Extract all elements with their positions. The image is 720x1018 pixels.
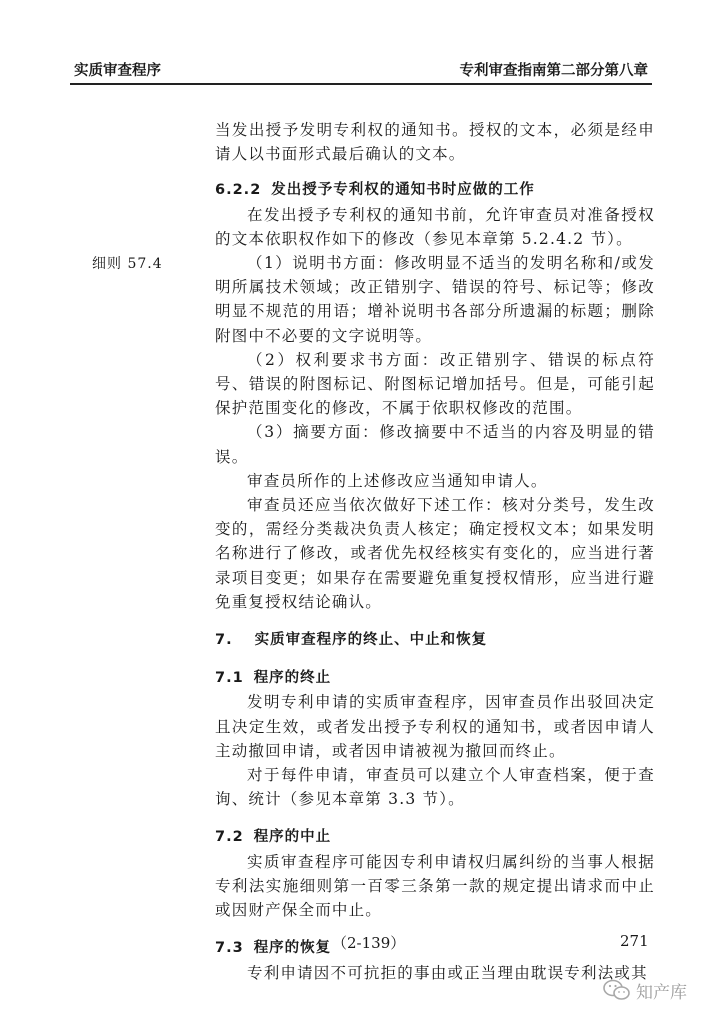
watermark — [602, 974, 712, 1006]
footer-page-number: 271 — [620, 932, 649, 950]
paragraph: 在发出授予专利权的通知书前，允许审查员对准备授权的文本依职权作如下的修改（参见本章第 5.2.4.2 节）。 — [215, 205, 655, 248]
section-number: 7.3 — [215, 940, 244, 957]
section-heading-7-2 — [215, 825, 655, 849]
header-guide-title: 专利审查指南第二部分第八章 — [459, 63, 648, 79]
section-title: 发出授予专利权的通知书时应做的工作 — [271, 182, 535, 199]
wechat-icon — [602, 978, 632, 1002]
section-number: 6.2.2 — [215, 182, 262, 199]
paragraph-item-1: （1）说明书方面：修改明显不适当的发明名称和/或发明所属技术领域；改正错别字、错误的符号、标记等；修改明显不规范的用语；增补说明书各部分所遗漏的标题；删除附图中不必要的文字说明等。 — [215, 254, 655, 345]
running-header — [70, 55, 652, 85]
header-chapter-title: 实质审查程序 — [74, 63, 161, 79]
section-title: 实质审查程序的终止、中止和恢复 — [254, 632, 488, 649]
section-heading-7-1 — [215, 666, 655, 690]
section-title: 程序的中止 — [253, 829, 332, 846]
section-title: 程序的恢复 — [253, 940, 332, 957]
paragraph: 实质审查程序可能因专利申请权归属纠纷的当事人根据专利法实施细则第一百零三条第一款的规定提出请求而中止或因财产保全而中止。 — [215, 852, 655, 920]
paragraph-continued: 当发出授予发明专利权的通知书。授权的文本，必须是经申请人以书面形式最后确认的文本。 — [215, 121, 655, 164]
paragraph: 审查员还应当依次做好下述工作：核对分类号，发生改变的，需经分类裁决负责人核定；确定授权文本；如果发明名称进行了修改，或者优先权经核实有变化的，应当进行著录项目变更；如果存在需要避免重复授权情形，应当进行避免重复授权结论确认。 — [215, 496, 655, 611]
paragraph-item-2: （2）权利要求书方面：改正错别字、错误的标点符号、错误的附图标记、附图标记增加括号。但是，可能引起保护范围变化的修改，不属于依职权修改的范围。 — [215, 350, 655, 418]
paragraph: 对于每件申请，审查员可以建立个人审查档案，便于查询、统计（参见本章第 3.3 节）。 — [215, 766, 655, 809]
section-heading-6-2-2 — [215, 178, 655, 202]
section-number: 7.1 — [215, 670, 244, 687]
section-title: 程序的终止 — [253, 670, 332, 687]
section-number: 7. — [215, 632, 233, 649]
body-text — [215, 118, 655, 985]
paragraph: 发明专利申请的实质审查程序，因审查员作出驳回决定且决定生效，或者发出授予专利权的通知书，或者因申请人主动撤回申请，或者因申请被视为撤回而终止。 — [215, 693, 655, 760]
section-heading-7 — [215, 628, 655, 652]
section-number: 7.2 — [215, 829, 244, 846]
section-heading-7-3 — [215, 936, 655, 960]
watermark-text: 知产库 — [636, 982, 687, 1003]
footer-section-page: （2-139） — [332, 934, 406, 952]
paragraph: 审查员所作的上述修改应当通知申请人。 — [247, 471, 548, 490]
paragraph-item-3: （3）摘要方面：修改摘要中不适当的内容及明显的错误。 — [215, 423, 655, 466]
paragraph: 专利申请因不可抗拒的事由或正当理由耽误专利法或其 — [247, 963, 648, 982]
margin-note-rule: 细则 57.4 — [92, 256, 163, 272]
